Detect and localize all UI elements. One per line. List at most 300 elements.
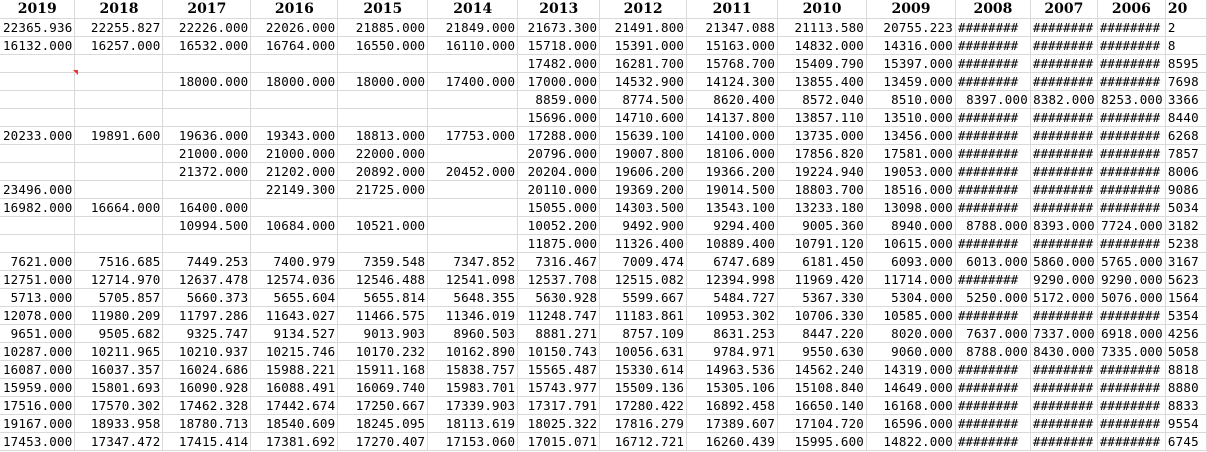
cell[interactable]: 16024.686	[163, 361, 251, 379]
cell[interactable]: 21725.000	[338, 181, 428, 199]
cell[interactable]: 9060.000	[867, 343, 956, 361]
cell[interactable]: 7637.000	[955, 325, 1030, 343]
cell[interactable]: 10210.937	[163, 343, 251, 361]
cell[interactable]: 11326.400	[600, 235, 687, 253]
cell[interactable]: 18813.000	[338, 127, 428, 145]
cell[interactable]	[428, 235, 518, 253]
cell[interactable]: 8020.000	[867, 325, 956, 343]
cell[interactable]	[338, 199, 428, 217]
cell[interactable]: 21885.000	[338, 19, 428, 37]
cell[interactable]: ########	[955, 127, 1030, 145]
cell[interactable]: ########	[955, 37, 1030, 55]
cell[interactable]: 22149.300	[251, 181, 338, 199]
cell[interactable]: 7009.474	[600, 253, 687, 271]
cell[interactable]: 15055.000	[518, 199, 600, 217]
cell[interactable]: 15801.693	[75, 379, 163, 397]
cell[interactable]: 5655.604	[251, 289, 338, 307]
cell[interactable]	[163, 181, 251, 199]
cell[interactable]: 5713.000	[0, 289, 75, 307]
cell[interactable]	[251, 109, 338, 127]
cell[interactable]: 5660.373	[163, 289, 251, 307]
cell[interactable]: 21347.088	[687, 19, 778, 37]
cell[interactable]: 8880	[1165, 379, 1206, 397]
cell[interactable]: ########	[1097, 235, 1165, 253]
cell[interactable]: 5705.857	[75, 289, 163, 307]
cell[interactable]	[75, 181, 163, 199]
column-header[interactable]: 20	[1165, 0, 1206, 19]
cell[interactable]: 12541.098	[428, 271, 518, 289]
cell[interactable]: ########	[955, 73, 1030, 91]
cell[interactable]: ########	[1030, 55, 1097, 73]
cell[interactable]	[0, 73, 75, 91]
cell[interactable]: ########	[955, 145, 1030, 163]
cell[interactable]: 5630.928	[518, 289, 600, 307]
cell[interactable]: 14710.600	[600, 109, 687, 127]
cell[interactable]: ########	[1097, 433, 1165, 451]
cell[interactable]: 14303.500	[600, 199, 687, 217]
cell[interactable]: ########	[1030, 415, 1097, 433]
cell[interactable]: 14137.800	[687, 109, 778, 127]
cell[interactable]: 11643.027	[251, 307, 338, 325]
cell[interactable]: 8881.271	[518, 325, 600, 343]
cell[interactable]: 7621.000	[0, 253, 75, 271]
cell[interactable]: 16892.458	[687, 397, 778, 415]
cell[interactable]: ########	[1097, 181, 1165, 199]
cell[interactable]: 9013.903	[338, 325, 428, 343]
cell[interactable]: 16550.000	[338, 37, 428, 55]
cell[interactable]: 20204.000	[518, 163, 600, 181]
cell[interactable]: 8788.000	[955, 217, 1030, 235]
cell[interactable]: 18000.000	[163, 73, 251, 91]
cell[interactable]: 10162.890	[428, 343, 518, 361]
cell[interactable]: 12394.998	[687, 271, 778, 289]
cell[interactable]: 17015.071	[518, 433, 600, 451]
cell[interactable]: 8510.000	[867, 91, 956, 109]
cell[interactable]: 16281.700	[600, 55, 687, 73]
cell[interactable]: 6747.689	[687, 253, 778, 271]
cell[interactable]: 8430.000	[1030, 343, 1097, 361]
cell[interactable]: ########	[1030, 307, 1097, 325]
cell[interactable]: 10684.000	[251, 217, 338, 235]
cell[interactable]: 22255.827	[75, 19, 163, 37]
cell[interactable]: 17816.279	[600, 415, 687, 433]
cell[interactable]: 20233.000	[0, 127, 75, 145]
cell[interactable]: 10211.965	[75, 343, 163, 361]
cell[interactable]: 8447.220	[778, 325, 867, 343]
cell[interactable]: 12515.082	[600, 271, 687, 289]
cell[interactable]: 11875.000	[518, 235, 600, 253]
cell[interactable]: 9651.000	[0, 325, 75, 343]
cell[interactable]: ########	[1097, 397, 1165, 415]
cell[interactable]	[428, 109, 518, 127]
cell[interactable]: 14963.536	[687, 361, 778, 379]
cell[interactable]	[163, 55, 251, 73]
cell[interactable]: 6181.450	[778, 253, 867, 271]
cell[interactable]: 18540.609	[251, 415, 338, 433]
cell[interactable]: 13543.100	[687, 199, 778, 217]
cell[interactable]: ########	[1030, 379, 1097, 397]
cell[interactable]: 9134.527	[251, 325, 338, 343]
cell[interactable]: 5648.355	[428, 289, 518, 307]
cell[interactable]	[0, 109, 75, 127]
cell[interactable]: 16037.357	[75, 361, 163, 379]
cell[interactable]: 19224.940	[778, 163, 867, 181]
cell[interactable]: 8818	[1165, 361, 1206, 379]
cell[interactable]: 13510.000	[867, 109, 956, 127]
cell[interactable]: ########	[1030, 127, 1097, 145]
cell[interactable]: ########	[1030, 199, 1097, 217]
cell[interactable]: 17153.060	[428, 433, 518, 451]
cell[interactable]: 22226.000	[163, 19, 251, 37]
cell[interactable]	[428, 145, 518, 163]
cell[interactable]: ########	[955, 397, 1030, 415]
cell[interactable]	[338, 55, 428, 73]
cell[interactable]: 9290.000	[1030, 271, 1097, 289]
cell[interactable]: ########	[1030, 397, 1097, 415]
cell[interactable]: 8	[1165, 37, 1206, 55]
cell[interactable]: ########	[1097, 37, 1165, 55]
cell[interactable]: 17482.000	[518, 55, 600, 73]
cell[interactable]: 8393.000	[1030, 217, 1097, 235]
cell[interactable]: 5367.330	[778, 289, 867, 307]
cell[interactable]: 7400.979	[251, 253, 338, 271]
cell[interactable]: 10287.000	[0, 343, 75, 361]
cell[interactable]	[428, 55, 518, 73]
cell[interactable]: 17250.667	[338, 397, 428, 415]
cell[interactable]: 6745	[1165, 433, 1206, 451]
cell[interactable]: 4256	[1165, 325, 1206, 343]
cell[interactable]: 10052.200	[518, 217, 600, 235]
cell[interactable]: 15983.701	[428, 379, 518, 397]
cell[interactable]: 16764.000	[251, 37, 338, 55]
cell[interactable]: 18000.000	[338, 73, 428, 91]
cell[interactable]: 16090.928	[163, 379, 251, 397]
cell[interactable]: 22365.936	[0, 19, 75, 37]
cell[interactable]: 10521.000	[338, 217, 428, 235]
cell[interactable]: 15330.614	[600, 361, 687, 379]
cell[interactable]: ########	[1030, 19, 1097, 37]
cell[interactable]: 5172.000	[1030, 289, 1097, 307]
cell[interactable]: 17317.791	[518, 397, 600, 415]
cell[interactable]: 21372.000	[163, 163, 251, 181]
cell[interactable]: 6918.000	[1097, 325, 1165, 343]
cell[interactable]: 1564	[1165, 289, 1206, 307]
cell[interactable]: 23496.000	[0, 181, 75, 199]
cell[interactable]: 15639.100	[600, 127, 687, 145]
cell[interactable]	[251, 235, 338, 253]
cell[interactable]: 15911.168	[338, 361, 428, 379]
cell[interactable]: 15305.106	[687, 379, 778, 397]
cell[interactable]: 17581.000	[867, 145, 956, 163]
cell[interactable]: 12714.970	[75, 271, 163, 289]
cell[interactable]: 16596.000	[867, 415, 956, 433]
cell[interactable]: 5238	[1165, 235, 1206, 253]
cell[interactable]: 15988.221	[251, 361, 338, 379]
cell[interactable]: ########	[955, 163, 1030, 181]
cell[interactable]: 16088.491	[251, 379, 338, 397]
cell[interactable]: 19369.200	[600, 181, 687, 199]
cell[interactable]: 14532.900	[600, 73, 687, 91]
column-header[interactable]: 2007	[1030, 0, 1097, 19]
cell[interactable]: 16132.000	[0, 37, 75, 55]
cell[interactable]	[428, 91, 518, 109]
cell[interactable]: 10706.330	[778, 307, 867, 325]
cell[interactable]: 11248.747	[518, 307, 600, 325]
cell[interactable]: 21202.000	[251, 163, 338, 181]
cell[interactable]: 17570.302	[75, 397, 163, 415]
cell[interactable]: ########	[955, 307, 1030, 325]
cell[interactable]: 10953.302	[687, 307, 778, 325]
cell[interactable]: 6093.000	[867, 253, 956, 271]
cell[interactable]: ########	[1097, 199, 1165, 217]
cell[interactable]: ########	[1097, 163, 1165, 181]
column-header[interactable]: 2011	[687, 0, 778, 19]
cell[interactable]: 9325.747	[163, 325, 251, 343]
cell[interactable]: 11346.019	[428, 307, 518, 325]
cell[interactable]: 6268	[1165, 127, 1206, 145]
cell[interactable]: 10994.500	[163, 217, 251, 235]
cell[interactable]	[75, 55, 163, 73]
cell[interactable]: 8940.000	[867, 217, 956, 235]
cell[interactable]: 8774.500	[600, 91, 687, 109]
cell[interactable]: ########	[1097, 19, 1165, 37]
cell[interactable]: 18025.322	[518, 415, 600, 433]
column-header[interactable]: 2016	[251, 0, 338, 19]
cell[interactable]: 13855.400	[778, 73, 867, 91]
cell[interactable]: 15509.136	[600, 379, 687, 397]
cell[interactable]: ########	[955, 271, 1030, 289]
cell[interactable]	[75, 235, 163, 253]
cell[interactable]: 5484.727	[687, 289, 778, 307]
cell[interactable]: ########	[955, 19, 1030, 37]
cell[interactable]: 15995.600	[778, 433, 867, 451]
cell[interactable]: 8253.000	[1097, 91, 1165, 109]
cell[interactable]: 12637.478	[163, 271, 251, 289]
cell[interactable]: 15718.000	[518, 37, 600, 55]
cell[interactable]	[338, 91, 428, 109]
cell[interactable]: 8440	[1165, 109, 1206, 127]
cell[interactable]: 7516.685	[75, 253, 163, 271]
cell[interactable]: ########	[1097, 109, 1165, 127]
cell[interactable]: 21000.000	[163, 145, 251, 163]
cell[interactable]: 17415.414	[163, 433, 251, 451]
cell[interactable]: 10791.120	[778, 235, 867, 253]
cell[interactable]: 9784.971	[687, 343, 778, 361]
column-header[interactable]: 2018	[75, 0, 163, 19]
cell[interactable]: 17400.000	[428, 73, 518, 91]
cell[interactable]: 19014.500	[687, 181, 778, 199]
cell[interactable]	[0, 145, 75, 163]
cell[interactable]: 19167.000	[0, 415, 75, 433]
cell[interactable]: 8960.503	[428, 325, 518, 343]
cell[interactable]: 15163.000	[687, 37, 778, 55]
cell[interactable]: ########	[1030, 109, 1097, 127]
cell[interactable]: 20452.000	[428, 163, 518, 181]
cell[interactable]: 11797.286	[163, 307, 251, 325]
cell[interactable]: 17389.607	[687, 415, 778, 433]
cell[interactable]: 21673.300	[518, 19, 600, 37]
cell[interactable]: 19366.200	[687, 163, 778, 181]
cell[interactable]: 14100.000	[687, 127, 778, 145]
cell[interactable]: 5058	[1165, 343, 1206, 361]
cell[interactable]	[338, 109, 428, 127]
cell[interactable]: 15565.487	[518, 361, 600, 379]
cell[interactable]: 15409.790	[778, 55, 867, 73]
cell[interactable]: 21849.000	[428, 19, 518, 37]
cell[interactable]	[0, 55, 75, 73]
cell[interactable]: 5076.000	[1097, 289, 1165, 307]
cell[interactable]: 15743.977	[518, 379, 600, 397]
cell[interactable]	[0, 91, 75, 109]
cell[interactable]: 12751.000	[0, 271, 75, 289]
cell[interactable]: 19053.000	[867, 163, 956, 181]
cell[interactable]	[75, 145, 163, 163]
cell[interactable]: ########	[1030, 73, 1097, 91]
cell[interactable]: 13735.000	[778, 127, 867, 145]
cell[interactable]: ########	[955, 109, 1030, 127]
cell[interactable]: 16168.000	[867, 397, 956, 415]
cell[interactable]: 14316.000	[867, 37, 956, 55]
cell[interactable]: 6013.000	[955, 253, 1030, 271]
cell[interactable]: 17280.422	[600, 397, 687, 415]
cell[interactable]: 18803.700	[778, 181, 867, 199]
cell[interactable]: 8595	[1165, 55, 1206, 73]
cell[interactable]: 16110.000	[428, 37, 518, 55]
cell[interactable]: 17462.328	[163, 397, 251, 415]
cell[interactable]: 10056.631	[600, 343, 687, 361]
cell[interactable]: 8382.000	[1030, 91, 1097, 109]
cell[interactable]: 14832.000	[778, 37, 867, 55]
cell[interactable]: 9290.000	[1097, 271, 1165, 289]
cell[interactable]: 10150.743	[518, 343, 600, 361]
cell[interactable]: 14649.000	[867, 379, 956, 397]
cell[interactable]: ########	[1097, 145, 1165, 163]
cell[interactable]: 16400.000	[163, 199, 251, 217]
cell[interactable]: 17000.000	[518, 73, 600, 91]
cell[interactable]	[0, 163, 75, 181]
cell[interactable]: 11183.861	[600, 307, 687, 325]
cell[interactable]: ########	[955, 415, 1030, 433]
cell[interactable]: 21491.800	[600, 19, 687, 37]
cell[interactable]: 15391.000	[600, 37, 687, 55]
cell[interactable]: 2	[1165, 19, 1206, 37]
cell[interactable]: 7449.253	[163, 253, 251, 271]
cell-comment-indicator[interactable]	[73, 70, 78, 75]
cell[interactable]: 9086	[1165, 181, 1206, 199]
cell[interactable]	[163, 109, 251, 127]
cell[interactable]: 9554	[1165, 415, 1206, 433]
cell[interactable]: 16532.000	[163, 37, 251, 55]
cell[interactable]: 14124.300	[687, 73, 778, 91]
cell[interactable]: 20755.223	[867, 19, 956, 37]
cell[interactable]	[428, 199, 518, 217]
cell[interactable]: 20110.000	[518, 181, 600, 199]
cell[interactable]: ########	[1097, 73, 1165, 91]
cell[interactable]: 9005.360	[778, 217, 867, 235]
cell[interactable]: 21113.580	[778, 19, 867, 37]
cell[interactable]	[163, 235, 251, 253]
cell[interactable]: 15838.757	[428, 361, 518, 379]
cell[interactable]: 18113.619	[428, 415, 518, 433]
column-header[interactable]: 2017	[163, 0, 251, 19]
cell[interactable]: 17270.407	[338, 433, 428, 451]
cell[interactable]: ########	[955, 181, 1030, 199]
cell[interactable]: 17381.692	[251, 433, 338, 451]
cell[interactable]: 16982.000	[0, 199, 75, 217]
cell[interactable]: 19636.000	[163, 127, 251, 145]
cell[interactable]: 5304.000	[867, 289, 956, 307]
cell[interactable]: 11466.575	[338, 307, 428, 325]
cell[interactable]: ########	[1030, 235, 1097, 253]
cell[interactable]: 5860.000	[1030, 253, 1097, 271]
cell[interactable]: 18245.095	[338, 415, 428, 433]
cell[interactable]: 5623	[1165, 271, 1206, 289]
cell[interactable]: ########	[1030, 361, 1097, 379]
cell[interactable]: ########	[1030, 433, 1097, 451]
cell[interactable]: 12078.000	[0, 307, 75, 325]
cell[interactable]: 9505.682	[75, 325, 163, 343]
cell[interactable]: 9294.400	[687, 217, 778, 235]
cell[interactable]: 5354	[1165, 307, 1206, 325]
cell[interactable]: 3366	[1165, 91, 1206, 109]
cell[interactable]: 5655.814	[338, 289, 428, 307]
cell[interactable]: 15397.000	[867, 55, 956, 73]
cell[interactable]: 16087.000	[0, 361, 75, 379]
column-header[interactable]: 2015	[338, 0, 428, 19]
cell[interactable]: 17288.000	[518, 127, 600, 145]
cell[interactable]: 15108.840	[778, 379, 867, 397]
cell[interactable]: 12546.488	[338, 271, 428, 289]
cell[interactable]: ########	[955, 379, 1030, 397]
cell[interactable]: 21000.000	[251, 145, 338, 163]
cell[interactable]: ########	[1097, 379, 1165, 397]
cell[interactable]: ########	[1097, 361, 1165, 379]
cell[interactable]: 3182	[1165, 217, 1206, 235]
cell[interactable]: 7724.000	[1097, 217, 1165, 235]
cell[interactable]: 9492.900	[600, 217, 687, 235]
cell[interactable]: 22000.000	[338, 145, 428, 163]
cell[interactable]: 17516.000	[0, 397, 75, 415]
cell[interactable]	[428, 181, 518, 199]
cell[interactable]: 8006	[1165, 163, 1206, 181]
cell[interactable]: 22026.000	[251, 19, 338, 37]
cell[interactable]: ########	[955, 199, 1030, 217]
cell[interactable]: 7698	[1165, 73, 1206, 91]
cell[interactable]: 10615.000	[867, 235, 956, 253]
cell[interactable]: ########	[1097, 415, 1165, 433]
cell[interactable]: 10585.000	[867, 307, 956, 325]
cell[interactable]: 5599.667	[600, 289, 687, 307]
column-header[interactable]: 2014	[428, 0, 518, 19]
cell[interactable]: ########	[955, 55, 1030, 73]
cell[interactable]: 7316.467	[518, 253, 600, 271]
cell[interactable]: 17347.472	[75, 433, 163, 451]
cell[interactable]: 7347.852	[428, 253, 518, 271]
cell[interactable]	[428, 217, 518, 235]
cell[interactable]: ########	[1030, 163, 1097, 181]
cell[interactable]	[251, 91, 338, 109]
cell[interactable]: ########	[1030, 145, 1097, 163]
column-header[interactable]: 2006	[1097, 0, 1165, 19]
cell[interactable]: 8757.109	[600, 325, 687, 343]
cell[interactable]	[75, 73, 163, 91]
cell[interactable]: 5765.000	[1097, 253, 1165, 271]
cell[interactable]: 17753.000	[428, 127, 518, 145]
cell[interactable]: 9550.630	[778, 343, 867, 361]
cell[interactable]: 10170.232	[338, 343, 428, 361]
cell[interactable]: 17339.903	[428, 397, 518, 415]
cell[interactable]: 7857	[1165, 145, 1206, 163]
